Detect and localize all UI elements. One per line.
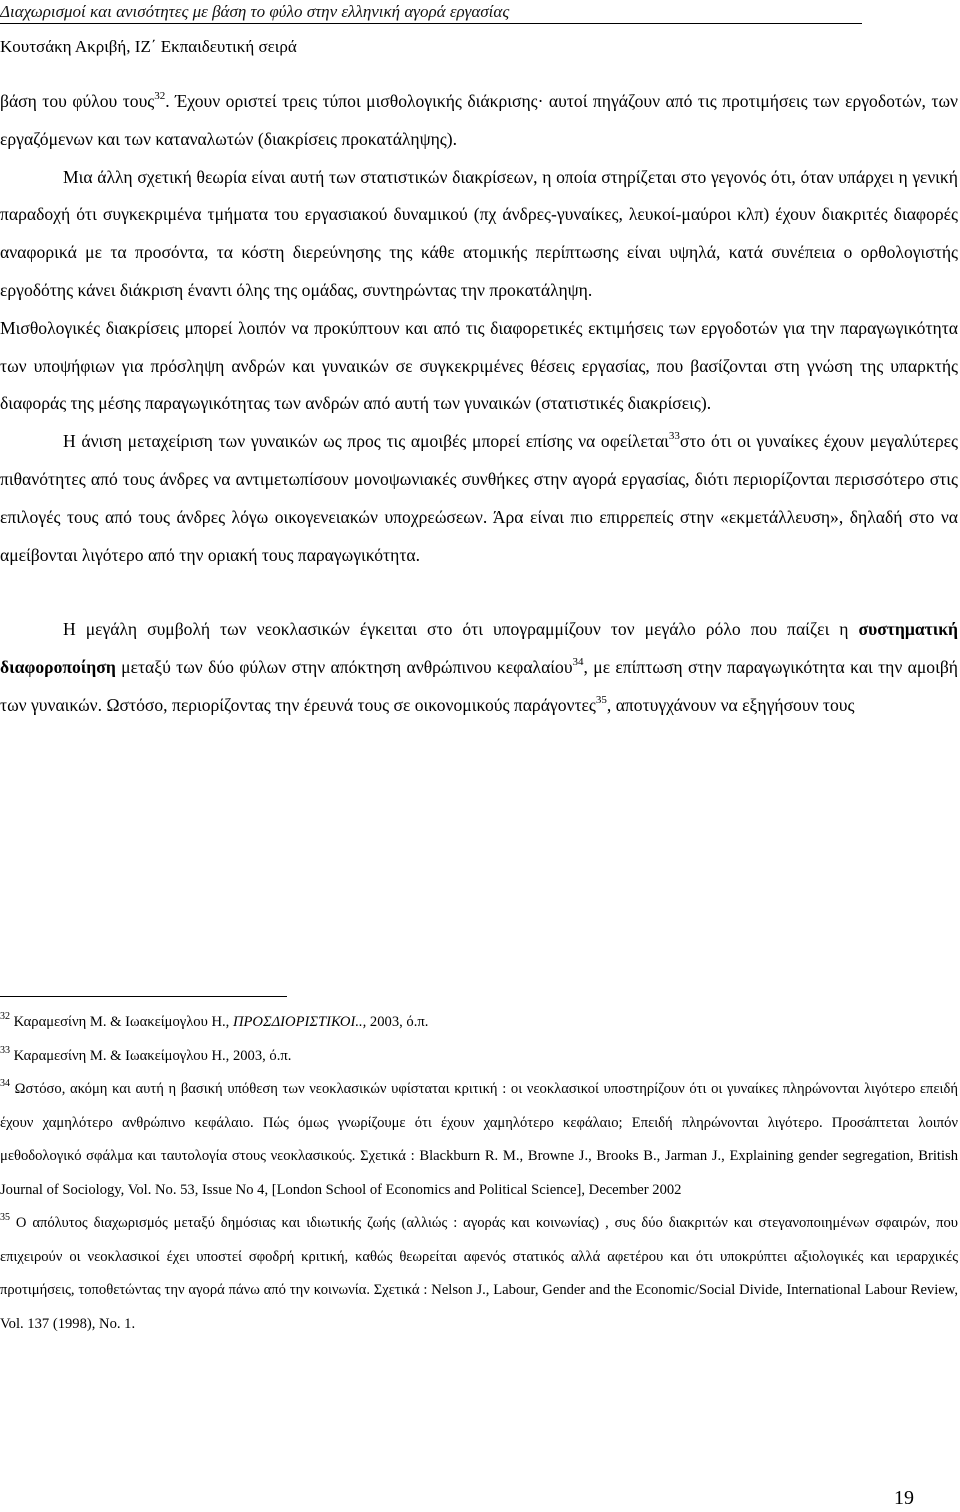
text-span: 2003, ό.π. xyxy=(366,1014,429,1030)
text-span: Η μεγάλη συμβολή των νεοκλασικών έγκειται στο ότι υπογραμμίζουν τον μεγάλο ρόλο που παίζει η xyxy=(63,619,859,640)
paragraph-4 xyxy=(0,423,958,574)
footnotes xyxy=(0,1006,958,1341)
footnote-number: 35 xyxy=(0,1212,10,1223)
text-span: Ωστόσο, ακόμη και αυτή η βασική υπόθεση των νεοκλασικών υφίσταται κριτική : οι νεοκλασικοί υποστηρίζουν ότι οι γυναίκες πληρώνονται λιγότερο επειδή έχουν χαμηλότερο ανθρώπινο κεφάλαιο. Πώς όμως γνωρίζουμε ότι έχουν χαμηλότερο κεφάλαιο; Επειδή πληρώνονται λιγότερο. Προσάπτεται λοιπόν μεθοδολογικό σφάλμα και ταυτολογία στους νεοκλασικούς. Σχετικά : Blackburn R. M., Browne J., Brooks B., Jarman J., Explaining gender segregation, British Journal of Sociology, Vol. No. 53, Issue No 4, [London School of Economics and Political Science], December 2002 xyxy=(0,1081,958,1198)
footnote-separator xyxy=(0,996,287,997)
text-span: Καραμεσίνη Μ. & Ιωακείμογλου Η., xyxy=(10,1014,233,1030)
page-number: 19 xyxy=(894,1487,914,1509)
footnote-number: 33 xyxy=(0,1044,10,1056)
footnote-35 xyxy=(0,1207,958,1341)
text-span: στο ότι οι γυναίκες έχουν μεγαλύτερες πιθανότητες από τους άνδρες να αντιμετωπίσουν μονοψωνιακές συνθήκες στην αγορά εργασίας, διότι περιορίζονται περισσότερο στις επιλογές τους από τους άνδρες λόγω οικογενειακών υποχρεώσεων. Άρα είναι πιο επιρρεπείς στην «εκμετάλλευση», δηλαδή στο να αμείβονται λιγότερο από την οριακή τους παραγωγικότητα. xyxy=(0,431,958,565)
text-span: Η άνιση μεταχείριση των γυναικών ως προς τις αμοιβές μπορεί επίσης να οφείλεται xyxy=(63,431,669,452)
paragraph-gap xyxy=(0,574,958,611)
text-span: μεταξύ των δύο φύλων στην απόκτηση ανθρώπινου κεφαλαίου xyxy=(115,657,573,678)
text-span: , αποτυγχάνουν να εξηγήσουν τους xyxy=(606,694,855,715)
paragraph-3: Μισθολογικές διακρίσεις μπορεί λοιπόν να προκύπτουν και από τις διαφορετικές εκτιμήσεις των εργοδοτών για την παραγωγικότητα των υποψήφιων για πρόσληψη ανδρών και γυναικών σε συγκεκριμένες θέσεις εργασίας, που βασίζονται στη γνώση της υπαρκτής διαφοράς της μέσης παραγωγικότητας των ανδρών από αυτή των γυναικών (στατιστικές διακρίσεις). xyxy=(0,317,958,414)
text-span: Καραμεσίνη Μ. & Ιωακείμογλου Η., 2003, ό.π. xyxy=(10,1047,292,1064)
footnote-32 xyxy=(0,1006,958,1040)
text-span: βάση του φύλου τους xyxy=(0,91,155,111)
bold-term: συστηματική διαφοροποίηση xyxy=(0,619,958,678)
paragraph-2: Μια άλλη σχετική θεωρία είναι αυτή των στατιστικών διακρίσεων, η οποία στηρίζεται στο γεγονός ότι, όταν υπάρχει η γενική παραδοχή ότι συγκεκριμένα τμήματα του εργασιακού δυναμικού (πχ άνδρες-γυναίκες, λευκοί-μαύροι κλπ) έχουν διακριτές διαφορές αναφορικά με τα προσόντα, τα κόστη διερεύνησης της κάθε ατομικής περίπτωσης είναι υψηλά, κατά συνέπεια ο ορθολογιστής εργοδότης κάνει διάκριση έναντι όλης της ομάδας, συντηρώντας την προκατάληψη. xyxy=(0,166,958,300)
footnote-number: 34 xyxy=(0,1078,10,1089)
text-span: , με επίπτωση στην παραγωγικότητα και την αμοιβή των γυναικών. Ωστόσο, περιορίζοντας την έρευνά τους σε οικονομικούς παράγοντες xyxy=(0,657,958,715)
text-span: . Έχουν οριστεί τρεις τύποι μισθολογικής διάκρισης· αυτοί πηγάζουν από τις προτιμήσεις των εργοδοτών, των εργαζόμενων και των καταναλωτών (διακρίσεις προκατάληψης). xyxy=(0,91,958,149)
running-header-author: Κουτσάκη Ακριβή, ΙΖ΄ Εκπαιδευτική σειρά xyxy=(0,37,297,56)
footnote-ref-34: 34 xyxy=(572,656,584,669)
footnote-33 xyxy=(0,1040,958,1074)
running-header-title: Διαχωρισμοί και ανισότητες με βάση το φύλο στην ελληνική αγορά εργασίας xyxy=(0,2,862,24)
footnote-34 xyxy=(0,1073,958,1207)
paragraph-1 xyxy=(0,83,958,159)
italic-title: ΠΡΟΣΔΙΟΡΙΣΤΙΚΟΙ.., xyxy=(232,1014,367,1030)
text-span: Ο απόλυτος διαχωρισμός μεταξύ δημόσιας και ιδιωτικής ζωής (αλλιώς : αγοράς και κοινωνίας) , συς δύο διακριτών και στεγανοποιημένων σφαιρών, που επιχειρούν οι νεοκλασικοί έχει υποστεί σφοδρή κριτική, καθώς θεωρείται αφενός στατικός αλλά αφετέρου και ότι υποκρύπτει αξιολογικές και ιεραρχικές προτιμήσεις, τοποθετώντας την αγορά πάνω από την κοινωνία. Σχετικά : Nelson J., Labour, Gender and the Economic/Social Divide, International Labour Review, Vol. 137 (1998), No. 1. xyxy=(0,1215,958,1332)
body-text xyxy=(0,83,958,725)
footnote-ref-35: 35 xyxy=(595,693,607,706)
footnote-ref-32: 32 xyxy=(154,90,166,102)
footnote-ref-33: 33 xyxy=(668,430,680,443)
paragraph-5 xyxy=(0,611,958,724)
footnote-number: 32 xyxy=(0,1011,10,1022)
